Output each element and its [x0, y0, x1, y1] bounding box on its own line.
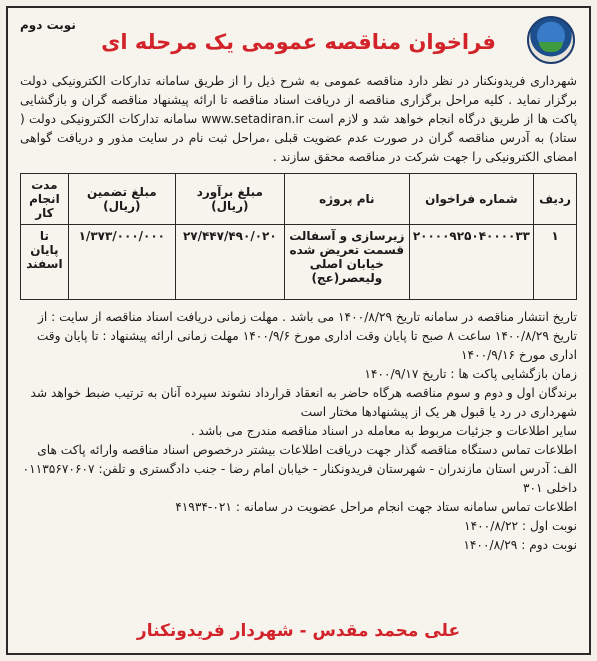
- cell-guarantee: ۱/۳۷۳/۰۰۰/۰۰۰: [68, 225, 175, 300]
- detail-other-info: سایر اطلاعات و جزئیات مربوط به معامله در اسناد مناقصه مندرج می باشد .: [190, 424, 577, 438]
- cell-row-number: ۱: [534, 225, 577, 300]
- col-header-estimate: مبلغ برآورد (ریال): [175, 174, 284, 225]
- detail-rights: شهرداری در رد یا قبول هر یک از پیشنهادها مختار است: [300, 405, 577, 419]
- details-section: [20, 308, 577, 555]
- round-tag: نوبت دوم: [20, 18, 76, 32]
- detail-dates: تاریخ انتشار مناقصه در سامانه تاریخ ۱۴۰۰/۸/۲۹ می باشد . مهلت زمانی دریافت اسناد مناقصه از سایت : از تاریخ ۱۴۰۰/۸/۲۹ ساعت ۸ صبح تا پایان وقت اداری مورخ ۱۴۰۰/۹/۶ مهلت زمانی ارائه پیشنهاد : تا پایان وقت اداری مورخ ۱۴۰۰/۹/۱۶: [36, 310, 577, 362]
- detail-setad-contact: اطلاعات تماس سامانه ستاد جهت انجام مراحل عضویت در سامانه : ۰۲۱-۴۱۹۳۴: [175, 500, 577, 514]
- table-header-row: [21, 174, 577, 225]
- intro-paragraph: شهرداری فریدونکنار در نظر دارد مناقصه عمومی به شرح ذیل را از طریق سامانه تدارکات الکترونیکی دولت برگزار نماید . کلیه مراحل برگزاری مناقصه از دریافت اسناد مناقصه تا ارائه پیشنهاد مناقصه گران و بازگشایی پاکت ها از طریق درگاه انجام خواهد شد و لازم است www.setadiran.ir سامانه تدارکات الکترونیکی دولت ( ستاد) به آدرس مناقصه گران در صورت عدم عضویت قبلی ،مراحل ثبت نام در سایت مذور و دریافت گواهی امضای الکترونیکی را جهت شرکت در مناقصه محقق سازند .: [20, 74, 577, 164]
- detail-contact: اطلاعات تماس دستگاه مناقصه گذار جهت دریافت اطلاعات بیشتر درخصوص اسناد مناقصه وارائه پاکت های الف: آدرس استان مازندران - شهرستان فریدونکنار - خیابان امام رضا - جنب دادگستری و تلفن: ۰۱۱۳۵۶۷۰۶۰۷ داخلی ۳۰۱: [22, 443, 577, 495]
- detail-winners: برندگان اول و دوم و سوم مناقصه هرگاه حاضر به انعقاد قرارداد نشوند سپرده آنان به ترتیب ضبط خواهد شد: [30, 386, 577, 400]
- col-header-project-name: نام پروژه: [284, 174, 409, 225]
- col-header-guarantee: مبلغ تضمین (ریال): [68, 174, 175, 225]
- detail-opening-date: زمان بازگشایی پاکت ها : تاریخ ۱۴۰۰/۹/۱۷: [364, 367, 577, 381]
- notice-frame: [6, 6, 591, 655]
- col-header-duration: مدت انجام کار: [21, 174, 69, 225]
- cell-duration: تا پایان اسفند: [21, 225, 69, 300]
- detail-first-round: نوبت اول : ۱۴۰۰/۸/۲۲: [464, 519, 577, 533]
- cell-call-number: ۲۰۰۰۰۹۲۵۰۴۰۰۰۰۳۳: [409, 225, 533, 300]
- notice-title: فراخوان مناقصه عمومی یک مرحله ای: [101, 30, 496, 54]
- table-row: [21, 225, 577, 300]
- cell-estimate: ۲۷/۴۴۷/۴۹۰/۰۲۰: [175, 225, 284, 300]
- signature: علی محمد مقدس - شهردار فریدونکنار: [136, 621, 461, 641]
- tender-table: [20, 173, 577, 300]
- detail-second-round: نوبت دوم : ۱۴۰۰/۸/۲۹: [463, 538, 577, 552]
- col-header-call-number: شماره فراخوان: [409, 174, 533, 225]
- header: [20, 16, 577, 72]
- cell-project-name: زیرسازی و آسفالت قسمت تعریض شده خیابان اصلی ولیعصر(عج): [284, 225, 409, 300]
- col-header-row-number: ردیف: [534, 174, 577, 225]
